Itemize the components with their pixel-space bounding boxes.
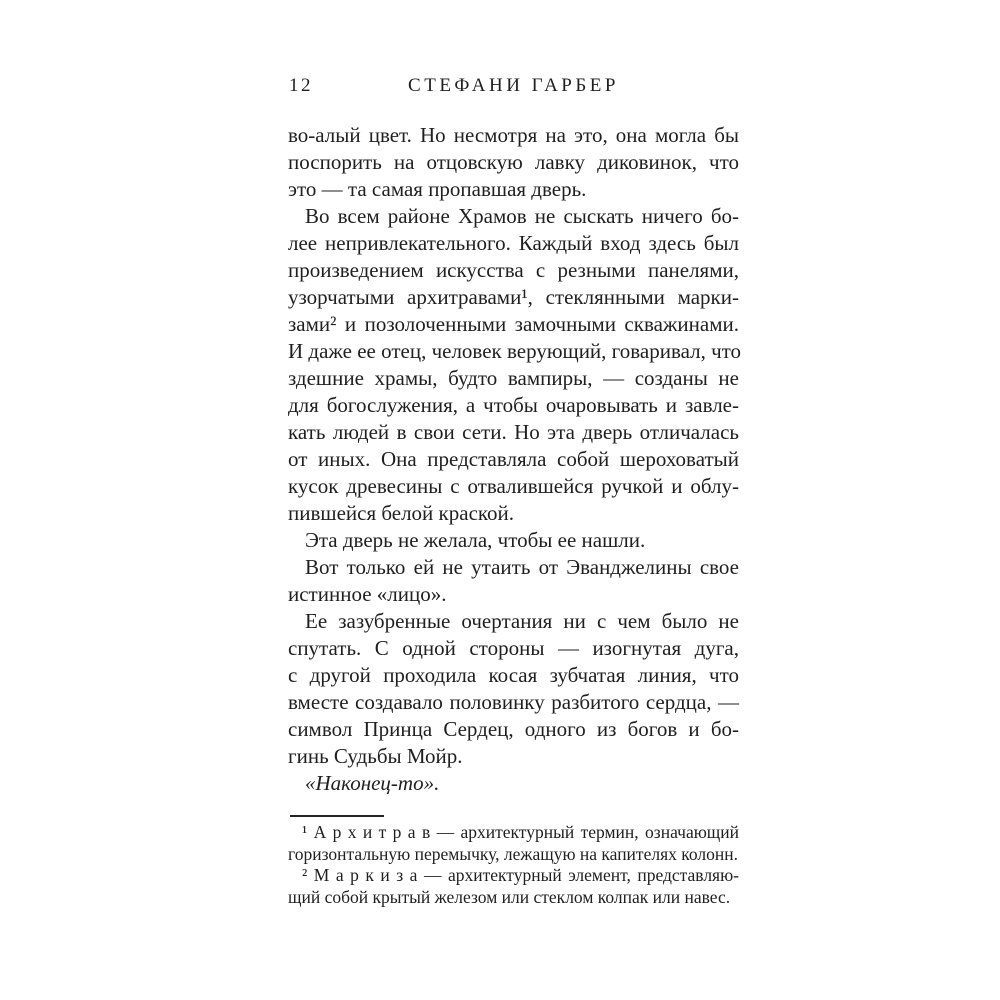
paragraph (288, 203, 742, 527)
paragraph (288, 608, 739, 770)
text-line: пившейся белой краской. (288, 501, 515, 525)
text-line: гинь Судьбы Мойр. (288, 744, 463, 768)
text-line: истинное «лицо». (288, 582, 447, 606)
footnote-line: горизонтальную перемычку, лежащую на капителях колонн. (288, 843, 738, 864)
footnote (288, 822, 739, 865)
footnote (288, 865, 739, 908)
text-line: с другой проходила косая зубчатая линия, что (288, 663, 739, 687)
footnote-line: щий собой крытый железом или стеклом колпак или навес. (288, 886, 731, 907)
text-line: Эта дверь не желала, чтобы ее нашли. (305, 528, 646, 552)
text-line: здешние храмы, будто вампиры, — созданы не (288, 366, 739, 390)
paragraph (288, 122, 739, 203)
text-line: кусок древесины с отвалившейся ручкой и облу- (288, 474, 739, 498)
footnote-line: ² М а р к и з а — архитектурный элемент, представляю- (302, 865, 739, 885)
running-header (288, 74, 739, 98)
text-line: узорчатыми архитравами¹, стеклянными марки- (288, 285, 739, 309)
text-line: вместе создавало половинку разбитого сердца, — (288, 690, 739, 714)
text-line: кать людей в свои сети. Но эта дверь отличалась (288, 420, 739, 444)
text-line: во-алый цвет. Но несмотря на это, она могла бы (288, 123, 739, 147)
body-text (288, 122, 742, 797)
text-line: И даже ее отец, человек верующий, говаривал, что (288, 339, 742, 363)
footnote-separator-rule (290, 815, 384, 817)
running-title: СТЕФАНИ ГАРБЕР (408, 75, 619, 96)
text-line: Ее зазубренные очертания ни с чем было не (305, 609, 739, 633)
text-line: спутать. С одной стороны — изогнутая дуга, (288, 636, 739, 660)
footnote-line: ¹ А р х и т р а в — архитектурный термин, означающий (302, 822, 739, 842)
text-line: Вот только ей не утаить от Эванджелины свое (305, 555, 739, 579)
text-line: для богослужения, а чтобы очаровывать и завле- (288, 393, 739, 417)
page-number: 12 (289, 75, 313, 96)
text-line: лее непривлекательного. Каждый вход здесь был (288, 231, 739, 255)
text-line: «Наконец-то». (305, 771, 440, 795)
text-line: произведением искусства с резными панелями, (288, 258, 739, 282)
text-line: это — та самая пропавшая дверь. (288, 177, 587, 201)
text-line: символ Принца Сердец, одного из богов и бо- (288, 717, 739, 741)
text-line: Во всем районе Храмов не сыскать ничего бо- (305, 204, 739, 228)
paragraph (288, 554, 739, 608)
text-line: зами² и позолоченными замочными скважинами. (288, 312, 739, 336)
paragraph (288, 770, 739, 797)
text-line: поспорить на отцовскую лавку диковинок, что (288, 150, 739, 174)
text-line: от иных. Она представляла собой шероховатый (288, 447, 739, 471)
footnotes (288, 822, 739, 908)
paragraph (288, 527, 739, 554)
